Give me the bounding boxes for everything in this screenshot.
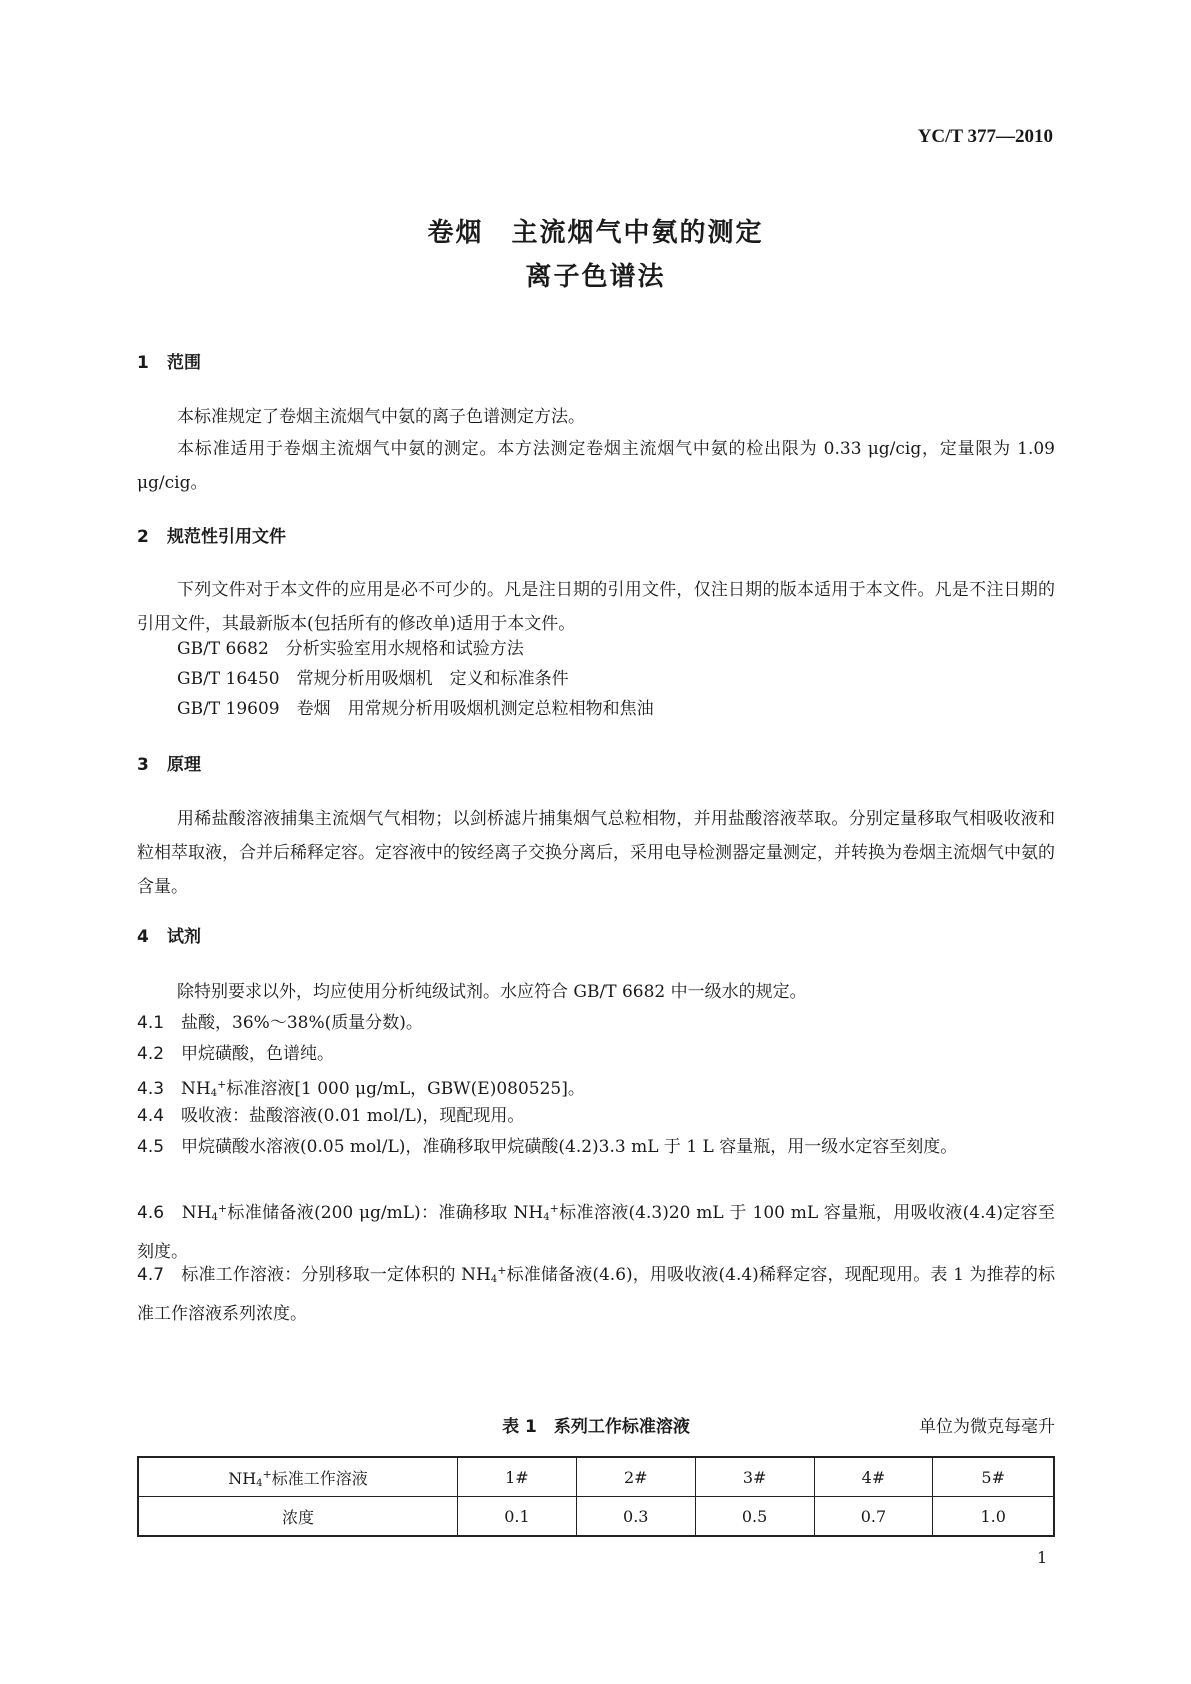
item-number: 4.5 [137,1137,165,1157]
section-2-para-1: 下列文件对于本文件的应用是必不可少的。凡是注日期的引用文件，仅注日期的版本适用于本文件。凡是不注日期的引用文件，其最新版本(包括所有的修改单)适用于本文件。 [137,580,1055,634]
standard-solutions-table [137,1456,1055,1537]
item-number: 4.7 [137,1265,165,1285]
section-title: 规范性引用文件 [167,527,286,547]
section-number: 1 [137,353,149,373]
table-cell: 0.3 [576,1497,695,1537]
table-caption: 表 1 系列工作标准溶液 [502,1417,690,1437]
reagent-item [137,1006,1055,1040]
reagent-item [137,1037,1055,1071]
section-2-heading [137,522,286,547]
table-cell: 0.7 [814,1497,933,1537]
section-title: 原理 [167,755,201,775]
section-3-heading [137,750,201,775]
table-row [138,1497,1054,1537]
item-text: 标准工作溶液：分别移取一定体积的 NH [181,1265,491,1285]
item-text: 盐酸，36%～38%(质量分数)。 [181,1013,423,1033]
item-number: 4.6 [137,1203,165,1223]
table-row-header: $NH_4^+$标准工作溶液 [138,1457,458,1497]
table-column-header: 2# [576,1457,695,1497]
reagent-item [137,1099,1055,1133]
section-number: 3 [137,755,149,775]
table-column-header: 3# [695,1457,814,1497]
table-column-header: 5# [933,1457,1054,1497]
reagent-item [137,1130,1055,1164]
item-text: 甲烷磺酸，色谱纯。 [181,1044,335,1064]
table-unit: 单位为微克每毫升 [919,1417,1055,1437]
item-text: 标准溶液(4.3)20 mL 于 100 mL 容量瓶，用吸收液(4.4)定容至刻度。 [137,1203,1055,1262]
reference-item: GB/T 16450 常规分析用吸烟机 定义和标准条件 [177,669,569,689]
page-number: 1 [1037,1548,1048,1567]
item-number: 4.2 [137,1044,165,1064]
section-1-heading [137,348,201,373]
section-title: 试剂 [167,927,201,947]
item-text: 甲烷磺酸水溶液(0.05 mol/L)，准确移取甲烷磺酸(4.2)3.3 mL 于 1 L 容量瓶，用一级水定容至刻度。 [181,1137,958,1157]
document-subtitle: 离子色谱法 [525,262,666,292]
item-text: 标准储备液(4.6)，用吸收液(4.4)稀释定容，现配现用。表 1 为推荐的标准工作溶液系列浓度。 [137,1265,1056,1324]
section-4-intro: 除特别要求以外，均应使用分析纯级试剂。水应符合 GB/T 6682 中一级水的规定。 [177,982,807,1002]
section-1-para-1: 本标准规定了卷烟主流烟气中氨的离子色谱测定方法。 [177,407,585,427]
table-header-row [138,1457,1054,1497]
item-text: 吸收液：盐酸溶液(0.01 mol/L)，现配现用。 [181,1106,525,1126]
section-3-para-1: 用稀盐酸溶液捕集主流烟气气相物；以剑桥滤片捕集烟气总粒相物，并用盐酸溶液萃取。分别定量移取气相吸收液和粒相萃取液，合并后稀释定容。定容液中的铵经离子交换分离后，采用电导检测器定量测定，并转换为卷烟主流烟气中氨的含量。 [137,809,1055,897]
item-text: 标准储备液(200 μg/mL)：准确移取 NH [227,1203,544,1223]
table-cell: 1.0 [933,1497,1054,1537]
document-title: 卷烟 主流烟气中氨的测定 [427,218,764,248]
reference-item: GB/T 19609 卷烟 用常规分析用吸烟机测定总粒相物和焦油 [177,699,654,719]
reference-item: GB/T 6682 分析实验室用水规格和试验方法 [177,639,524,659]
table-column-header: 1# [458,1457,577,1497]
section-title: 范围 [167,353,201,373]
table-row-label: 浓度 [138,1497,458,1537]
table-column-header: 4# [814,1457,933,1497]
section-4-heading [137,922,201,947]
section-1-para-2: 本标准适用于卷烟主流烟气中氨的测定。本方法测定卷烟主流烟气中氨的检出限为 0.33 μg/cig，定量限为 1.09 μg/cig。 [137,439,1055,493]
section-number: 2 [137,527,149,547]
formula: $NH_4^+$ [181,1202,228,1223]
item-number: 4.3 [137,1079,165,1099]
item-number: 4.1 [137,1013,165,1033]
item-text: 标准溶液[1 000 μg/mL，GBW(E)080525]。 [226,1079,585,1099]
section-number: 4 [137,927,149,947]
item-number: 4.4 [137,1106,165,1126]
table-cell: 0.1 [458,1497,577,1537]
table-cell: 0.5 [695,1497,814,1537]
reagent-item: 4.7 标准工作溶液：分别移取一定体积的 $NH_4^+$标准储备液(4.6)，用吸收液(4.4)稀释定容，现配现用。表 1 为推荐的标准工作溶液系列浓度。 [137,1264,1056,1324]
standard-code: YC/T 377—2010 [917,126,1053,147]
formula: $NH_4^+$ [181,1078,227,1099]
reagent-item: 4.6 $NH_4^+$标准储备液(200 μg/mL)：准确移取 $NH_4^+$标准溶液(4.3)20 mL 于 100 mL 容量瓶，用吸收液(4.4)定容至刻度。 [137,1202,1055,1262]
